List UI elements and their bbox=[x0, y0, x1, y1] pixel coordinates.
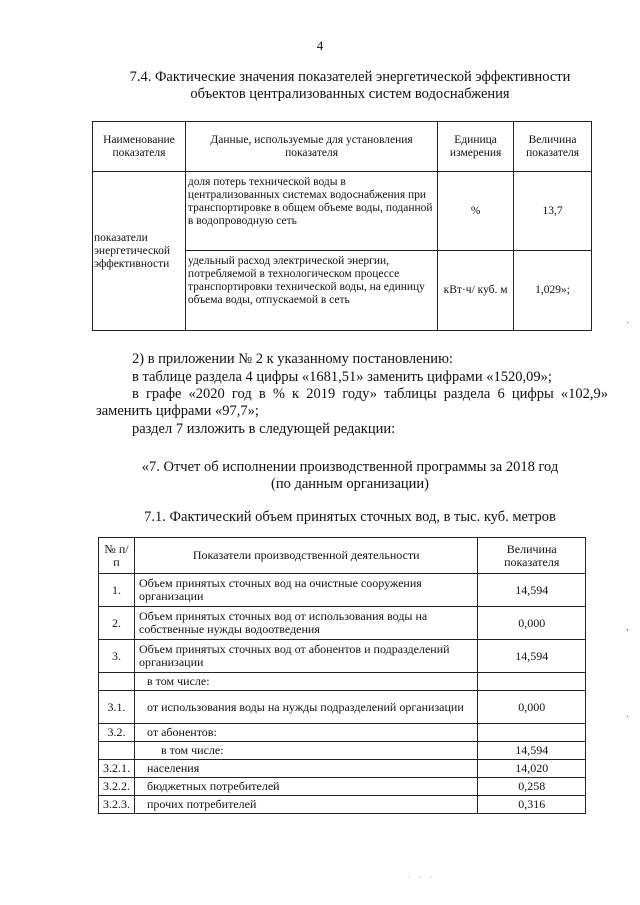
energy-efficiency-table bbox=[92, 121, 592, 331]
table-row bbox=[99, 778, 586, 796]
row-text: бюджетных потребителей bbox=[135, 778, 478, 796]
row-text: Объем принятых сточных вод от использования воды на собственные нужды водоотведения bbox=[135, 607, 478, 640]
row-value: 0,000 bbox=[478, 607, 586, 640]
section-7-1-title: 7.1. Фактический объем принятых сточных вод, в тыс. куб. метров bbox=[144, 509, 556, 525]
header-num: № п/п bbox=[99, 538, 135, 574]
scan-mark: · bbox=[626, 712, 630, 723]
indicator-name: показатели энергетической эффективности bbox=[93, 172, 186, 331]
section-7-title-line1: «7. Отчет об исполнении производственной программы за 2018 год bbox=[141, 459, 559, 475]
section-7-4-title-line2: объектов централизованных систем водоснабжения bbox=[190, 86, 510, 102]
scan-mark: · bbox=[626, 318, 630, 329]
header-value: Величина показателя bbox=[514, 122, 592, 172]
table-row bbox=[99, 724, 586, 742]
row-num: 3.2. bbox=[99, 724, 135, 742]
scan-mark: , bbox=[626, 622, 629, 633]
row-value: 14,594 bbox=[478, 742, 586, 760]
page-number: 4 bbox=[316, 38, 324, 53]
row-num: 3.1. bbox=[99, 691, 135, 724]
header-indicator-name: Наименование показателя bbox=[93, 122, 186, 172]
table-row bbox=[99, 574, 586, 607]
row-value bbox=[478, 673, 586, 691]
amendment-item-2: 2) в приложении № 2 к указанному постановлению: bbox=[132, 351, 453, 367]
row-value: 14,594 bbox=[478, 640, 586, 673]
row-text: Объем принятых сточных вод от абонентов и подразделений организации bbox=[135, 640, 478, 673]
section-7-title bbox=[60, 459, 640, 493]
row-num: 3.2.1. bbox=[99, 760, 135, 778]
row-unit: кВт·ч/ куб. м bbox=[438, 251, 514, 331]
table-row bbox=[99, 796, 586, 814]
row-value: 1,029»; bbox=[514, 251, 592, 331]
row-text: от использования воды на нужды подразделений организации bbox=[135, 691, 478, 724]
row-value: 14,020 bbox=[478, 760, 586, 778]
row-num: 1. bbox=[99, 574, 135, 607]
row-value bbox=[478, 724, 586, 742]
row-text: Объем принятых сточных вод на очистные сооружения организации bbox=[135, 574, 478, 607]
row-text: прочих потребителей bbox=[135, 796, 478, 814]
header-indicators: Показатели производственной деятельности bbox=[135, 538, 478, 574]
amendment-graph-b: заменить цифрами «97,7»; bbox=[96, 403, 259, 419]
row-text: в том числе: bbox=[135, 673, 478, 691]
row-num bbox=[99, 742, 135, 760]
table-row bbox=[93, 172, 592, 251]
header-unit: Единица измерения bbox=[438, 122, 514, 172]
row-description: доля потерь технической воды в централизованных системах водоснабжения при транспортировке в общем объеме воды, поданной в водопроводную сеть bbox=[185, 172, 437, 251]
row-value: 0,000 bbox=[478, 691, 586, 724]
amendment-table-4: в таблице раздела 4 цифры «1681,51» заменить цифрами «1520,09»; bbox=[132, 369, 552, 385]
section-7-4-title-line1: 7.4. Фактические значения показателей энергетической эффективности bbox=[129, 69, 571, 85]
row-value: 0,258 bbox=[478, 778, 586, 796]
section-7-4-title bbox=[60, 69, 640, 103]
amendment-section-7: раздел 7 изложить в следующей редакции: bbox=[132, 421, 396, 437]
table-row bbox=[99, 640, 586, 673]
row-value: 0,316 bbox=[478, 796, 586, 814]
table-row bbox=[99, 760, 586, 778]
section-7-title-line2: (по данным организации) bbox=[270, 476, 429, 492]
row-num: 3.2.3. bbox=[99, 796, 135, 814]
row-num: 2. bbox=[99, 607, 135, 640]
row-num bbox=[99, 673, 135, 691]
table-row bbox=[99, 607, 586, 640]
row-text: населения bbox=[135, 760, 478, 778]
header-data: Данные, используемые для установления показателя bbox=[185, 122, 437, 172]
header-value: Величина показателя bbox=[478, 538, 586, 574]
row-text: в том числе: bbox=[135, 742, 478, 760]
row-value: 14,594 bbox=[478, 574, 586, 607]
wastewater-volume-table bbox=[98, 537, 586, 814]
row-text: от абонентов: bbox=[135, 724, 478, 742]
table-row bbox=[99, 742, 586, 760]
row-num: 3.2.2. bbox=[99, 778, 135, 796]
row-unit: % bbox=[438, 172, 514, 251]
amendment-graph-a: в графе «2020 год в % к 2019 году» таблицы раздела 6 цифры «102,9» bbox=[132, 386, 608, 402]
table-row bbox=[99, 691, 586, 724]
table-row bbox=[99, 673, 586, 691]
scan-noise: · · · bbox=[408, 873, 435, 882]
row-value: 13,7 bbox=[514, 172, 592, 251]
row-description: удельный расход электрической энергии, потребляемой в технологическом процессе транспортировки технической воды, на единицу объема воды, отпускаемой в сеть bbox=[185, 251, 437, 331]
row-num: 3. bbox=[99, 640, 135, 673]
